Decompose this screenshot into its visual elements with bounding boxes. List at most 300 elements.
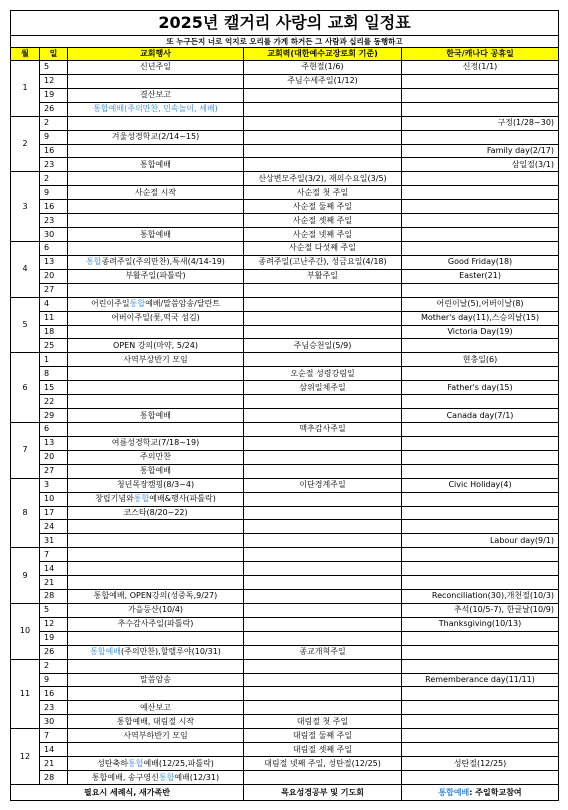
holiday-cell bbox=[402, 645, 559, 659]
day-cell: 23 bbox=[40, 214, 68, 228]
schedule-row bbox=[11, 297, 559, 311]
church-event-cell bbox=[68, 186, 244, 200]
church-event-cell bbox=[68, 673, 244, 687]
day-cell: 29 bbox=[40, 409, 68, 423]
church-event-text: 종려주일(주의만찬),특새(4/14-19) bbox=[101, 257, 225, 267]
day-cell: 14 bbox=[40, 743, 68, 757]
holiday-cell: Easter(21) bbox=[402, 269, 559, 283]
day-cell: 9 bbox=[40, 673, 68, 687]
schedule-row bbox=[11, 144, 559, 158]
holiday-cell: Labour day(9/1) bbox=[402, 534, 559, 548]
day-cell: 16 bbox=[40, 144, 68, 158]
church-calendar-cell bbox=[244, 297, 402, 311]
holiday-cell bbox=[402, 715, 559, 729]
day-cell: 4 bbox=[40, 297, 68, 311]
church-event-text: 어버이주일(꽃,떡국 섬김) bbox=[111, 313, 200, 323]
church-event-text: 사역부상반기 모임 bbox=[123, 354, 188, 364]
schedule-row bbox=[11, 534, 559, 548]
church-calendar-cell bbox=[244, 492, 402, 506]
schedule-row bbox=[11, 492, 559, 506]
church-event-cell bbox=[68, 701, 244, 715]
holiday-cell bbox=[402, 172, 559, 186]
day-cell: 2 bbox=[40, 116, 68, 130]
schedule-row bbox=[11, 673, 559, 687]
church-event-cell bbox=[68, 144, 244, 158]
day-cell: 23 bbox=[40, 701, 68, 715]
day-cell: 16 bbox=[40, 200, 68, 214]
schedule-row bbox=[11, 548, 559, 562]
holiday-cell bbox=[402, 771, 559, 785]
church-event-cell bbox=[68, 88, 244, 102]
holiday-cell bbox=[402, 88, 559, 102]
schedule-row bbox=[11, 172, 559, 186]
holiday-cell bbox=[402, 464, 559, 478]
church-event-cell bbox=[68, 534, 244, 548]
schedule-row bbox=[11, 659, 559, 673]
church-calendar-cell: 대림절 둘째 주일 bbox=[244, 729, 402, 743]
church-event-text: 신년주일 bbox=[140, 62, 171, 72]
month-cell: 10 bbox=[11, 603, 40, 659]
day-cell: 6 bbox=[40, 422, 68, 436]
day-cell: 17 bbox=[40, 506, 68, 520]
schedule-table bbox=[10, 10, 559, 801]
day-cell: 13 bbox=[40, 255, 68, 269]
schedule-row bbox=[11, 102, 559, 116]
church-event-cell bbox=[68, 492, 244, 506]
church-event-cell bbox=[68, 102, 244, 116]
day-cell: 20 bbox=[40, 269, 68, 283]
page-subtitle: 또 누구든지 너로 억지로 오리를 가게 하거든 그 사람과 십리를 동행하고 bbox=[11, 36, 559, 48]
page-title: 2025년 캘거리 사랑의 교회 일정표 bbox=[11, 11, 559, 36]
schedule-row bbox=[11, 283, 559, 297]
holiday-cell bbox=[402, 492, 559, 506]
month-cell: 11 bbox=[11, 659, 40, 729]
church-event-cell bbox=[68, 576, 244, 590]
schedule-row bbox=[11, 617, 559, 631]
schedule-row bbox=[11, 353, 559, 367]
church-event-text: 부활주일(파틀락) bbox=[125, 271, 186, 281]
schedule-row bbox=[11, 228, 559, 242]
holiday-cell: Rememberance day(11/11) bbox=[402, 673, 559, 687]
schedule-row bbox=[11, 130, 559, 144]
schedule-row bbox=[11, 325, 559, 339]
footer-church-note: 필요시 세례식, 새가족반 bbox=[11, 785, 244, 801]
holiday-cell bbox=[402, 367, 559, 381]
church-event-cell bbox=[68, 172, 244, 186]
schedule-row bbox=[11, 743, 559, 757]
church-event-text: 예배/말씀암송/달란트 bbox=[145, 299, 221, 309]
day-cell: 28 bbox=[40, 590, 68, 604]
church-event-cell bbox=[68, 743, 244, 757]
schedule-row bbox=[11, 186, 559, 200]
header-holidays: 한국/캐나다 공휴일 bbox=[402, 48, 559, 61]
holiday-cell: Good Friday(18) bbox=[402, 255, 559, 269]
church-calendar-cell: 사순절 첫 주일 bbox=[244, 186, 402, 200]
holiday-cell: Thanksgiving(10/13) bbox=[402, 617, 559, 631]
church-event-cell bbox=[68, 771, 244, 785]
church-calendar-cell: 주님수세주일(1/12) bbox=[244, 74, 402, 88]
day-cell: 3 bbox=[40, 478, 68, 492]
church-calendar-cell bbox=[244, 631, 402, 645]
day-cell: 10 bbox=[40, 492, 68, 506]
church-calendar-cell bbox=[244, 548, 402, 562]
holiday-cell bbox=[402, 283, 559, 297]
church-calendar-cell: 오순절 성령강림일 bbox=[244, 367, 402, 381]
church-calendar-cell: 사순절 셋째 주일 bbox=[244, 214, 402, 228]
holiday-cell: Civic Holiday(4) bbox=[402, 478, 559, 492]
header-church-events: 교회행사 bbox=[68, 48, 244, 61]
holiday-cell bbox=[402, 214, 559, 228]
church-event-cell bbox=[68, 520, 244, 534]
day-cell: 24 bbox=[40, 520, 68, 534]
day-cell: 15 bbox=[40, 381, 68, 395]
schedule-row bbox=[11, 214, 559, 228]
day-cell: 31 bbox=[40, 534, 68, 548]
church-event-cell bbox=[68, 687, 244, 701]
holiday-cell bbox=[402, 241, 559, 255]
holiday-cell: Reconciliation(30),개천절(10/3) bbox=[402, 590, 559, 604]
day-cell: 7 bbox=[40, 729, 68, 743]
church-calendar-cell: 주현절(1/6) bbox=[244, 61, 402, 75]
schedule-row bbox=[11, 74, 559, 88]
church-event-cell bbox=[68, 353, 244, 367]
church-calendar-cell: 부활주일 bbox=[244, 269, 402, 283]
church-event-cell bbox=[68, 283, 244, 297]
schedule-row bbox=[11, 645, 559, 659]
church-calendar-cell bbox=[244, 464, 402, 478]
church-calendar-cell: 종교개혁주일 bbox=[244, 645, 402, 659]
church-event-cell bbox=[68, 255, 244, 269]
holiday-cell bbox=[402, 200, 559, 214]
day-cell: 9 bbox=[40, 186, 68, 200]
day-cell: 6 bbox=[40, 241, 68, 255]
day-cell: 7 bbox=[40, 548, 68, 562]
church-calendar-cell bbox=[244, 617, 402, 631]
holiday-cell: 구정(1/28~30) bbox=[402, 116, 559, 130]
church-event-text: 가을등산(10/4) bbox=[127, 605, 184, 615]
church-event-cell bbox=[68, 367, 244, 381]
day-cell: 19 bbox=[40, 631, 68, 645]
church-calendar-cell bbox=[244, 673, 402, 687]
day-cell: 5 bbox=[40, 603, 68, 617]
church-event-cell bbox=[68, 603, 244, 617]
church-calendar-cell bbox=[244, 450, 402, 464]
schedule-row bbox=[11, 687, 559, 701]
church-calendar-cell bbox=[244, 562, 402, 576]
schedule-row bbox=[11, 339, 559, 353]
schedule-row bbox=[11, 381, 559, 395]
church-calendar-cell: 종려주일(고난주간), 성금요일(4/18) bbox=[244, 255, 402, 269]
holiday-cell: 성탄절(12/25) bbox=[402, 757, 559, 771]
church-event-text: 말씀암송 bbox=[140, 675, 171, 685]
schedule-row bbox=[11, 631, 559, 645]
church-event-text: 성탄축하 bbox=[97, 758, 128, 768]
day-cell: 20 bbox=[40, 450, 68, 464]
day-cell: 2 bbox=[40, 172, 68, 186]
holiday-cell bbox=[402, 395, 559, 409]
day-cell: 30 bbox=[40, 715, 68, 729]
holiday-cell bbox=[402, 701, 559, 715]
month-cell: 3 bbox=[11, 172, 40, 242]
church-calendar-cell bbox=[244, 116, 402, 130]
schedule-row bbox=[11, 116, 559, 130]
church-calendar-cell bbox=[244, 311, 402, 325]
footer-row bbox=[11, 785, 559, 801]
day-cell: 22 bbox=[40, 395, 68, 409]
month-cell: 5 bbox=[11, 297, 40, 353]
church-calendar-cell bbox=[244, 144, 402, 158]
church-event-cell bbox=[68, 395, 244, 409]
church-event-cell bbox=[68, 214, 244, 228]
footer-blue-label: 통합예배 bbox=[438, 787, 470, 797]
holiday-cell bbox=[402, 659, 559, 673]
church-calendar-cell bbox=[244, 283, 402, 297]
church-event-cell bbox=[68, 200, 244, 214]
day-cell: 11 bbox=[40, 311, 68, 325]
church-calendar-cell: 주님승천일(5/9) bbox=[244, 339, 402, 353]
month-cell: 9 bbox=[11, 548, 40, 604]
day-cell: 27 bbox=[40, 283, 68, 297]
schedule-row bbox=[11, 590, 559, 604]
day-cell: 26 bbox=[40, 645, 68, 659]
church-calendar-cell bbox=[244, 353, 402, 367]
schedule-row bbox=[11, 61, 559, 75]
church-event-text: 창립기념와 bbox=[95, 494, 134, 504]
church-calendar-cell bbox=[244, 771, 402, 785]
church-calendar-cell bbox=[244, 603, 402, 617]
holiday-cell bbox=[402, 228, 559, 242]
header-row bbox=[11, 48, 559, 61]
church-event-text: 통합예배 bbox=[140, 159, 171, 169]
church-calendar-cell bbox=[244, 534, 402, 548]
holiday-cell: Canada day(7/1) bbox=[402, 409, 559, 423]
holiday-cell: 신정(1/1) bbox=[402, 61, 559, 75]
holiday-cell bbox=[402, 548, 559, 562]
month-cell: 12 bbox=[11, 729, 40, 785]
schedule-row bbox=[11, 200, 559, 214]
holiday-cell bbox=[402, 102, 559, 116]
footer-rest-label: : 주일학교참여 bbox=[469, 787, 522, 797]
holiday-cell: 어린이날(5),어버이날(8) bbox=[402, 297, 559, 311]
church-event-text: 통합예배 bbox=[140, 466, 171, 476]
church-event-cell bbox=[68, 130, 244, 144]
church-event-cell bbox=[68, 269, 244, 283]
church-event-cell bbox=[68, 228, 244, 242]
schedule-row bbox=[11, 367, 559, 381]
church-event-text: 어린이주일 bbox=[90, 299, 130, 309]
footer-holiday-note bbox=[402, 785, 559, 801]
church-event-text: OPEN 강의(마약, 5/24) bbox=[113, 340, 198, 350]
church-event-cell bbox=[68, 562, 244, 576]
church-calendar-cell: 삼위일체주일 bbox=[244, 381, 402, 395]
unified-worship-label: 통합예배(주의만찬, 민속놀이, 세배) bbox=[93, 104, 218, 114]
unified-worship-label: 통합 bbox=[127, 758, 144, 768]
holiday-cell bbox=[402, 576, 559, 590]
schedule-row bbox=[11, 562, 559, 576]
month-cell: 7 bbox=[11, 422, 40, 478]
holiday-cell: Father's day(15) bbox=[402, 381, 559, 395]
church-event-text: 여름성경학교(7/18~19) bbox=[111, 438, 200, 448]
church-event-cell bbox=[68, 645, 244, 659]
holiday-cell: Family day(2/17) bbox=[402, 144, 559, 158]
month-cell: 4 bbox=[11, 241, 40, 297]
schedule-row bbox=[11, 464, 559, 478]
church-event-text: 통합예배 bbox=[140, 410, 171, 420]
church-event-text: 겨울성경학교(2/14~15) bbox=[111, 132, 200, 142]
schedule-row bbox=[11, 395, 559, 409]
schedule-row bbox=[11, 436, 559, 450]
day-cell: 5 bbox=[40, 61, 68, 75]
holiday-cell bbox=[402, 130, 559, 144]
holiday-cell: 삼일절(3/1) bbox=[402, 158, 559, 172]
day-cell: 16 bbox=[40, 687, 68, 701]
church-calendar-cell: 맥추감사주일 bbox=[244, 422, 402, 436]
schedule-row bbox=[11, 478, 559, 492]
holiday-cell bbox=[402, 186, 559, 200]
church-calendar-cell bbox=[244, 158, 402, 172]
church-event-cell bbox=[68, 61, 244, 75]
church-event-cell bbox=[68, 339, 244, 353]
church-calendar-cell bbox=[244, 576, 402, 590]
day-cell: 28 bbox=[40, 771, 68, 785]
church-calendar-cell: 산상변모주일(3/2), 재의수요일(3/5) bbox=[244, 172, 402, 186]
church-event-cell bbox=[68, 617, 244, 631]
church-event-cell bbox=[68, 450, 244, 464]
schedule-body bbox=[11, 61, 559, 785]
schedule-row bbox=[11, 409, 559, 423]
day-cell: 25 bbox=[40, 339, 68, 353]
church-event-cell bbox=[68, 659, 244, 673]
church-event-text: 예산보고 bbox=[140, 702, 171, 712]
schedule-row bbox=[11, 88, 559, 102]
holiday-cell bbox=[402, 729, 559, 743]
church-calendar-cell: 대림절 첫 주일 bbox=[244, 715, 402, 729]
schedule-row bbox=[11, 158, 559, 172]
unified-worship-label: 통합 bbox=[86, 257, 102, 267]
day-cell: 14 bbox=[40, 562, 68, 576]
holiday-cell bbox=[402, 631, 559, 645]
church-event-cell bbox=[68, 464, 244, 478]
church-calendar-cell: 사순절 넷째 주일 bbox=[244, 228, 402, 242]
church-event-cell bbox=[68, 715, 244, 729]
unified-worship-label: 통합 bbox=[129, 299, 146, 309]
day-cell: 2 bbox=[40, 659, 68, 673]
church-event-text: 예배(12/25,파틀락) bbox=[143, 758, 214, 768]
church-calendar-cell bbox=[244, 520, 402, 534]
schedule-row bbox=[11, 757, 559, 771]
church-event-cell bbox=[68, 325, 244, 339]
unified-worship-label: 통합 bbox=[133, 494, 150, 504]
holiday-cell bbox=[402, 339, 559, 353]
church-calendar-cell bbox=[244, 130, 402, 144]
church-calendar-cell bbox=[244, 506, 402, 520]
church-event-text: 통합예배, 대림절 시작 bbox=[116, 716, 195, 726]
holiday-cell bbox=[402, 687, 559, 701]
holiday-cell bbox=[402, 450, 559, 464]
schedule-row bbox=[11, 450, 559, 464]
church-event-text: 추수감사주일(파틀락) bbox=[117, 619, 194, 629]
day-cell: 18 bbox=[40, 325, 68, 339]
schedule-row bbox=[11, 603, 559, 617]
holiday-cell bbox=[402, 520, 559, 534]
church-calendar-cell bbox=[244, 436, 402, 450]
holiday-cell: Victoria Day(19) bbox=[402, 325, 559, 339]
footer-calendar-note: 목요성경공부 및 기도회 bbox=[244, 785, 402, 801]
church-event-text: 사순절 시작 bbox=[134, 187, 177, 197]
church-event-cell bbox=[68, 631, 244, 645]
day-cell: 1 bbox=[40, 353, 68, 367]
church-event-cell bbox=[68, 158, 244, 172]
schedule-row bbox=[11, 520, 559, 534]
church-calendar-cell: 대림절 넷째 주일, 성탄절(12/25) bbox=[244, 757, 402, 771]
church-calendar-cell: 사순절 둘째 주일 bbox=[244, 200, 402, 214]
church-calendar-cell bbox=[244, 395, 402, 409]
church-calendar-cell bbox=[244, 659, 402, 673]
church-calendar-cell bbox=[244, 687, 402, 701]
holiday-cell bbox=[402, 422, 559, 436]
church-event-cell bbox=[68, 409, 244, 423]
day-cell: 27 bbox=[40, 464, 68, 478]
church-event-text: 주의만찬 bbox=[140, 452, 171, 462]
day-cell: 12 bbox=[40, 617, 68, 631]
schedule-row bbox=[11, 506, 559, 520]
holiday-cell bbox=[402, 74, 559, 88]
church-event-cell bbox=[68, 478, 244, 492]
church-calendar-cell: 사순절 다섯째 주일 bbox=[244, 241, 402, 255]
header-church-calendar: 교회력(대한예수교장로회 기준) bbox=[244, 48, 402, 61]
church-event-cell bbox=[68, 506, 244, 520]
church-calendar-cell bbox=[244, 409, 402, 423]
day-cell: 13 bbox=[40, 436, 68, 450]
schedule-row bbox=[11, 701, 559, 715]
holiday-cell bbox=[402, 562, 559, 576]
schedule-row bbox=[11, 311, 559, 325]
schedule-row bbox=[11, 771, 559, 785]
day-cell: 12 bbox=[40, 74, 68, 88]
church-event-text: 사역부하반기 모임 bbox=[123, 730, 188, 740]
header-day: 일 bbox=[40, 48, 68, 61]
church-calendar-cell bbox=[244, 325, 402, 339]
church-calendar-cell bbox=[244, 102, 402, 116]
church-event-cell bbox=[68, 590, 244, 604]
unified-worship-label: 통합예배 bbox=[90, 647, 121, 657]
day-cell: 26 bbox=[40, 102, 68, 116]
month-cell: 8 bbox=[11, 478, 40, 548]
church-event-text: 통합예배, 송구영신 bbox=[91, 772, 159, 782]
church-event-cell bbox=[68, 381, 244, 395]
church-calendar-cell: 대림절 셋째 주일 bbox=[244, 743, 402, 757]
church-event-text: 결산보고 bbox=[140, 90, 171, 100]
church-calendar-cell bbox=[244, 701, 402, 715]
church-calendar-cell: 이단경계주일 bbox=[244, 478, 402, 492]
schedule-row bbox=[11, 422, 559, 436]
day-cell: 8 bbox=[40, 367, 68, 381]
church-event-text: 통합예배 bbox=[140, 229, 171, 239]
church-event-cell bbox=[68, 729, 244, 743]
church-event-cell bbox=[68, 757, 244, 771]
church-event-text: 통합예배, OPEN강의(성중독,9/27) bbox=[93, 591, 218, 601]
holiday-cell bbox=[402, 436, 559, 450]
holiday-cell bbox=[402, 506, 559, 520]
header-month: 월 bbox=[11, 48, 40, 61]
church-event-text: 청년목장캠핑(8/3~4) bbox=[116, 480, 195, 490]
church-calendar-cell bbox=[244, 88, 402, 102]
schedule-row bbox=[11, 269, 559, 283]
schedule-row bbox=[11, 241, 559, 255]
church-event-cell bbox=[68, 297, 244, 311]
day-cell: 21 bbox=[40, 576, 68, 590]
month-cell: 1 bbox=[11, 61, 40, 117]
